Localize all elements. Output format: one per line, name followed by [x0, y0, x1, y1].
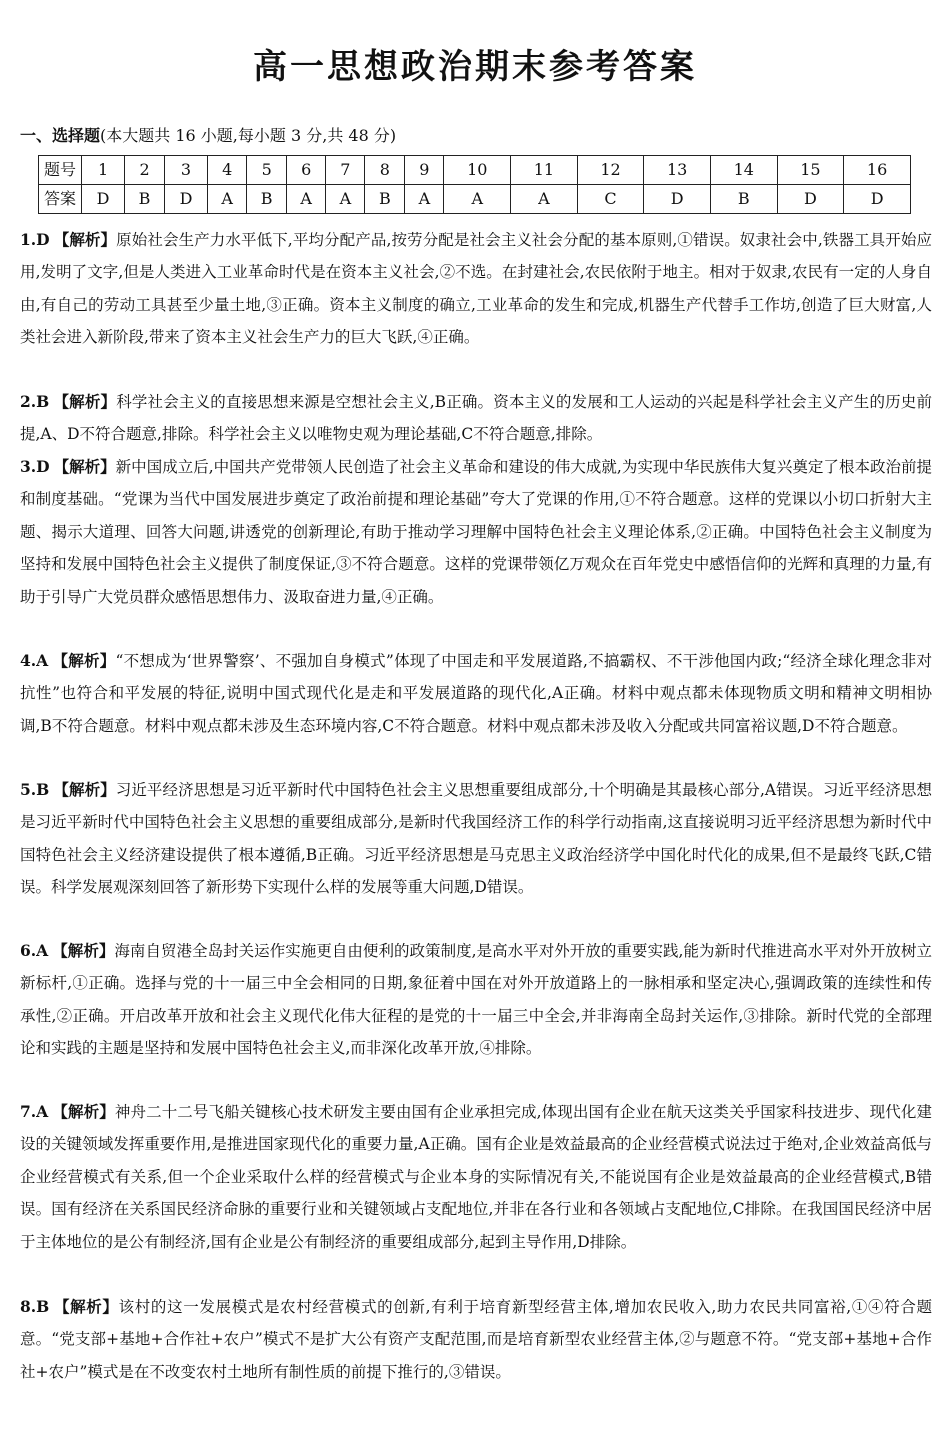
answer-cell: B: [365, 185, 405, 214]
analysis-tag: 【解析】: [53, 231, 117, 249]
analysis-tag: 【解析】: [53, 458, 116, 476]
item-text: 原始社会生产力水平低下,平均分配产品,按劳分配是社会主义社会分配的基本原则,①错误。奴隶社会中,铁器工具开始应用,发明了文字,但是人类进入工业革命时代是在资本主义社会,②不选。在封建社会,农民依附于地主。相对于奴隶,农民有一定的人身自由,有自己的劳动工具甚至少量土地,③正确。资本主义制度的确立,工业革命的发生和完成,机器生产代替手工作坊,创造了巨大财富,人类社会进入新阶段,带来了资本主义社会生产力的巨大飞跃,④正确。: [20, 231, 932, 347]
item-lead: 8.B: [20, 1297, 50, 1316]
analysis-tag: 【解析】: [53, 393, 117, 411]
item-lead: 5.B: [20, 780, 50, 799]
answer-cell: A: [326, 185, 365, 214]
section-note: (本大题共 16 小题,每小题 3 分,共 48 分): [100, 126, 397, 145]
analysis-tag: 【解析】: [52, 652, 116, 670]
number-cell: 5: [247, 156, 287, 185]
item-text: 习近平经济思想是习近平新时代中国特色社会主义思想重要组成部分,十个明确是其最核心部分,A错误。习近平经济思想是习近平新时代中国特色社会主义思想的重要组成部分,是新时代我国经济工作的科学行动指南,这直接说明习近平经济思想为新时代中国特色社会主义经济建设提供了根本遵循,B正确。习近平经济思想是马克思主义政治经济学中国化时代化的成果,但不是最终飞跃,C错误。科学发展观深刻回答了新形势下实现什么样的发展等重大问题,D错误。: [20, 781, 932, 897]
answer-cell: D: [164, 185, 207, 214]
answer-cell: B: [125, 185, 165, 214]
number-cell: 2: [125, 156, 165, 185]
number-cell: 11: [511, 156, 578, 185]
item-lead: 1.D: [20, 230, 50, 249]
number-cell: 4: [208, 156, 247, 185]
number-cell: 1: [82, 156, 125, 185]
number-cell: 16: [844, 156, 911, 185]
answer-cell: A: [405, 185, 444, 214]
section-label: 选择题: [52, 126, 101, 145]
explanation-item-4: [20, 645, 932, 742]
row-label-answer: 答案: [39, 185, 82, 214]
explanation-item-3: [20, 451, 932, 613]
answer-cell: D: [644, 185, 711, 214]
item-text: 该村的这一发展模式是农村经营模式的创新,有利于培育新型经营主体,增加农民收入,助力农民共同富裕,①④符合题意。“党支部+基地+合作社+农户”模式不是扩大公有资产支配范围,而是培育新型农业经营主体,②与题意不符。“党支部+基地+合作社+农户”模式是在不改变农村土地所有制性质的前提下推行的,③错误。: [20, 1298, 932, 1381]
answer-table-answer-row: [39, 185, 911, 214]
item-lead: 6.A: [20, 941, 49, 960]
explanation-item-2: [20, 386, 932, 451]
explanation-item-8: [20, 1291, 932, 1381]
item-lead: 7.A: [20, 1102, 49, 1121]
answer-cell: D: [844, 185, 911, 214]
section-heading: [20, 124, 396, 148]
number-cell: 3: [164, 156, 207, 185]
answer-cell: D: [82, 185, 125, 214]
analysis-tag: 【解析】: [52, 942, 115, 960]
item-text: “不想成为‘世界警察’、不强加自身模式”体现了中国走和平发展道路,不搞霸权、不干涉他国内政;“经济全球化理念非对抗性”也符合和平发展的特征,说明中国式现代化是走和平发展道路的现代化,A正确。材料中观点都未体现物质文明和精神文明相协调,B不符合题意。材料中观点都未涉及生态环境内容,C不符合题意。材料中观点都未涉及收入分配或共同富裕议题,D不符合题意。: [20, 652, 932, 735]
answer-cell: A: [444, 185, 511, 214]
answer-cell: D: [777, 185, 844, 214]
item-text: 海南自贸港全岛封关运作实施更自由便利的政策制度,是高水平对外开放的重要实践,能为新时代推进高水平对外开放树立新标杆,①正确。选择与党的十一届三中全会相同的日期,象征着中国在对外开放道路上的一脉相承和坚定决心,强调政策的连续性和传承性,②正确。开启改革开放和社会主义现代化伟大征程的是党的十一届三中全会,并非海南全岛封关运作,③排除。新时代党的全部理论和实践的主题是坚持和发展中国特色社会主义,而非深化改革开放,④排除。: [20, 942, 932, 1058]
analysis-tag: 【解析】: [53, 781, 116, 799]
answer-cell: A: [208, 185, 247, 214]
item-text: 新中国成立后,中国共产党带领人民创造了社会主义革命和建设的伟大成就,为实现中华民族伟大复兴奠定了根本政治前提和制度基础。“党课为当代中国发展进步奠定了政治前提和理论基础”夸大了党课的作用,①不符合题意。这样的党课以小切口折射大主题、揭示大道理、回答大问题,讲透党的创新理论,有助于推动学习理解中国特色社会主义理论体系,②正确。中国特色社会主义制度为坚持和发展中国特色社会主义提供了制度保证,③不符合题意。这样的党课带领亿万观众在百年党史中感悟信仰的光辉和真理的力量,有助于引导广大党员群众感悟思想伟力、汲取奋进力量,④正确。: [20, 458, 932, 606]
answer-cell: A: [511, 185, 578, 214]
answer-table: [38, 155, 911, 214]
number-cell: 10: [444, 156, 511, 185]
explanation-item-7: [20, 1096, 932, 1258]
number-cell: 13: [644, 156, 711, 185]
item-text: 神舟二十二号飞船关键核心技术研发主要由国有企业承担完成,体现出国有企业在航天这类关乎国家科技进步、现代化建设的关键领域发挥重要作用,是推进国家现代化的重要力量,A正确。国有企业是效益最高的企业经营模式说法过于绝对,企业效益高低与企业经营模式有关系,但一个企业采取什么样的经营模式与企业本身的实际情况有关,不能说国有企业是效益最高的企业经营模式,B错误。国有经济在关系国民经济命脉的重要行业和关键领域占支配地位,并非在各行业和各领域占支配地位,C排除。在我国国民经济中居于主体地位的是公有制经济,国有企业是公有制经济的重要组成部分,起到主导作用,D排除。: [20, 1103, 932, 1251]
answer-cell: A: [287, 185, 326, 214]
answer-cell: C: [577, 185, 644, 214]
answer-cell: B: [710, 185, 777, 214]
number-cell: 14: [710, 156, 777, 185]
analysis-tag: 【解析】: [52, 1103, 115, 1121]
number-cell: 15: [777, 156, 844, 185]
item-lead: 3.D: [20, 457, 50, 476]
explanation-item-1: [20, 224, 932, 354]
number-cell: 7: [326, 156, 365, 185]
number-cell: 6: [287, 156, 326, 185]
row-label-number: 题号: [39, 156, 82, 185]
item-text: 科学社会主义的直接思想来源是空想社会主义,B正确。资本主义的发展和工人运动的兴起是科学社会主义产生的历史前提,A、D不符合题意,排除。科学社会主义以唯物史观为理论基础,C不符合题意,排除。: [20, 393, 932, 444]
number-cell: 12: [577, 156, 644, 185]
section-number: 一、: [20, 126, 53, 145]
number-cell: 8: [365, 156, 405, 185]
analysis-tag: 【解析】: [53, 1298, 119, 1316]
item-lead: 2.B: [20, 392, 50, 411]
answer-table-number-row: [39, 156, 911, 185]
answer-cell: B: [247, 185, 287, 214]
number-cell: 9: [405, 156, 444, 185]
explanation-item-6: [20, 935, 932, 1065]
explanation-item-5: [20, 774, 932, 904]
page-title: 高一思想政治期末参考答案: [253, 47, 697, 87]
item-lead: 4.A: [20, 651, 49, 670]
